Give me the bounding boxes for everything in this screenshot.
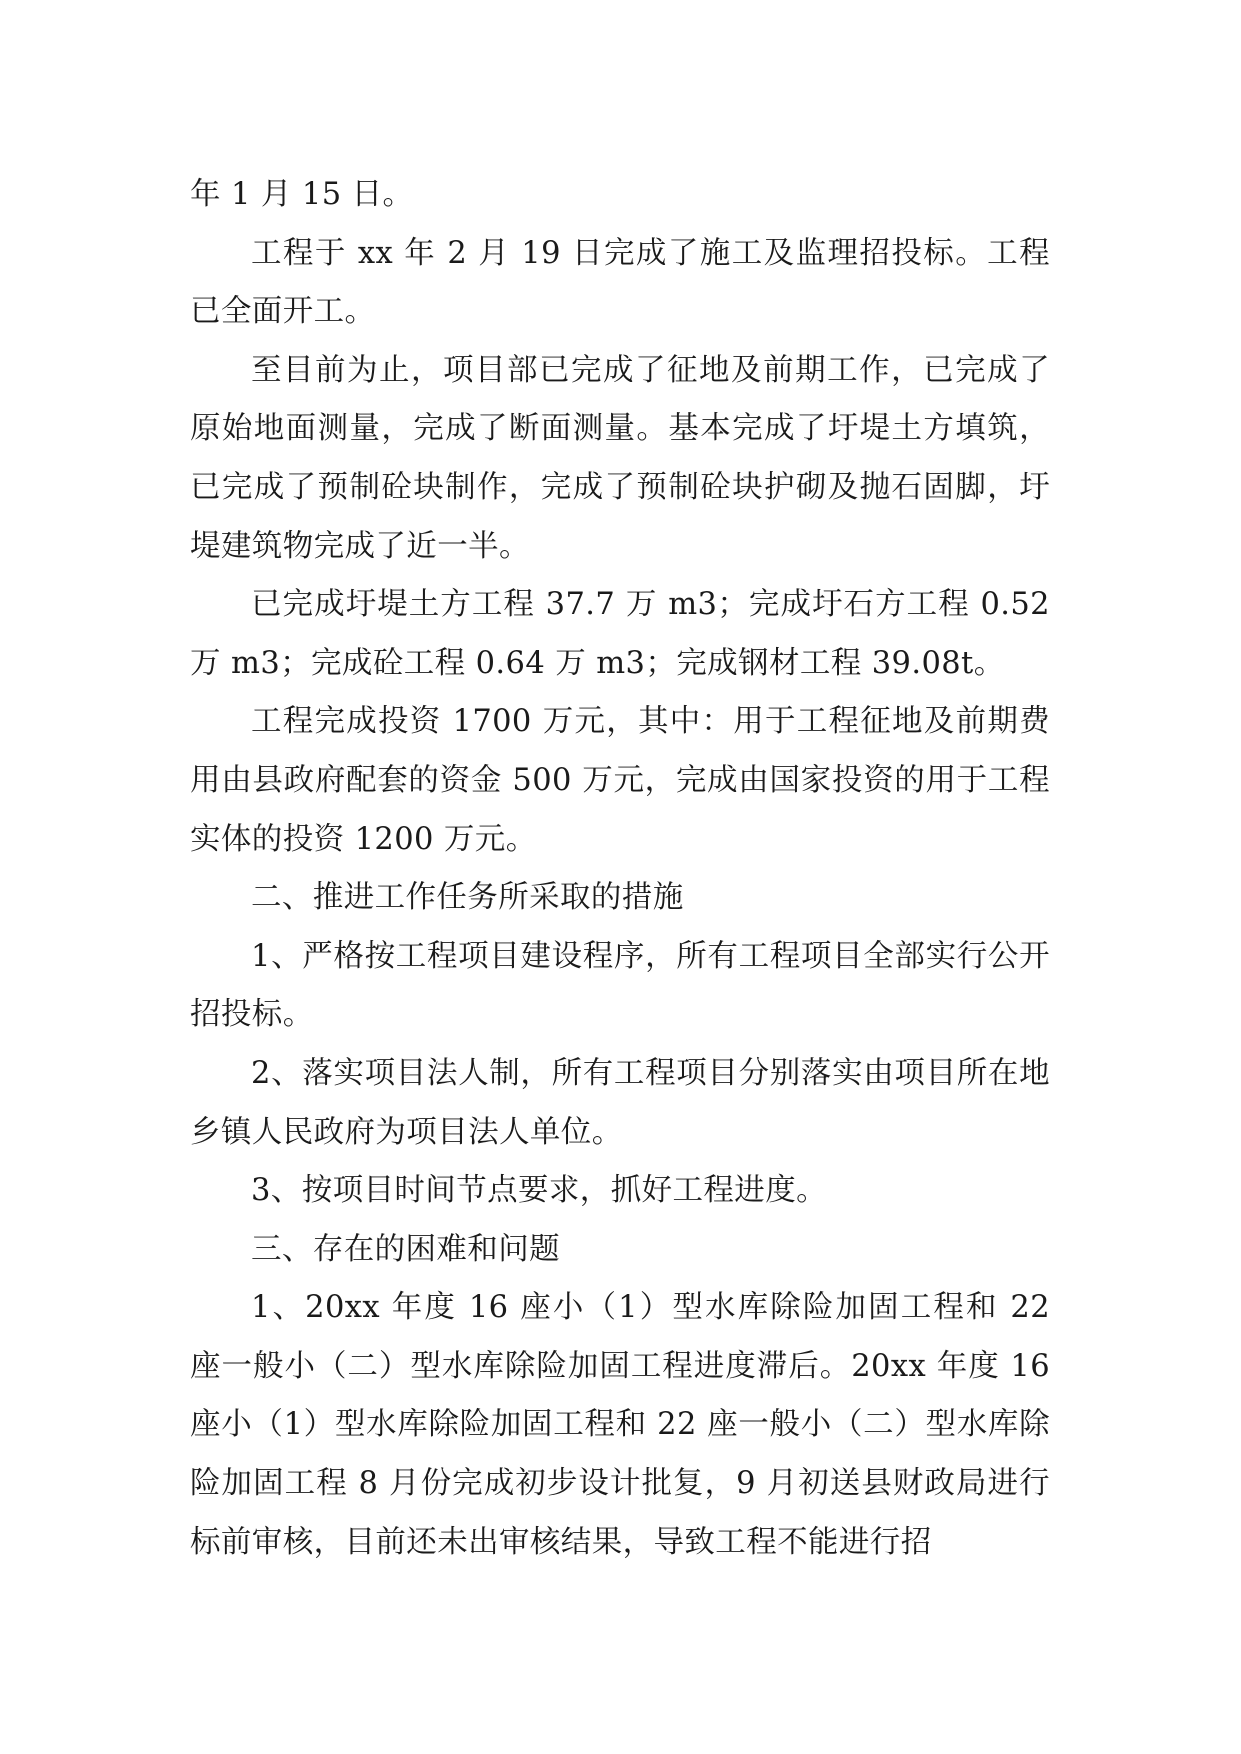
problem-item-1: 1、20xx 年度 16 座小（1）型水库除险加固工程和 22 座一般小（二）型水库除险加固工程进度滞后。20xx 年度 16 座小（1）型水库除险加固工程和 22 座一般小（二）型水库除险加固工程 8 月份完成初步设计批复，9 月初送县财政局进行标前审核，目前还未出审核结果，导致工程不能进行招 xyxy=(190,1290,1050,1560)
paragraph-investment: 工程完成投资 1700 万元，其中：用于工程征地及前期费用由县政府配套的资金 500 万元，完成由国家投资的用于工程实体的投资 1200 万元。 xyxy=(190,704,1050,857)
measure-item-1: 1、严格按工程项目建设程序，所有工程项目全部实行公开招投标。 xyxy=(190,938,1050,1033)
paragraph-bidding: 工程于 xx 年 2 月 19 日完成了施工及监理招投标。工程已全面开工。 xyxy=(190,235,1050,330)
measure-item-2: 2、落实项目法人制，所有工程项目分别落实由项目所在地乡镇人民政府为项目法人单位。 xyxy=(190,1055,1050,1150)
paragraph-progress: 至目前为止，项目部已完成了征地及前期工作，已完成了原始地面测量，完成了断面测量。基本完成了圩堤土方填筑，已完成了预制砼块制作，完成了预制砼块护砌及抛石固脚，圩堤建筑物完成了近一半。 xyxy=(190,352,1050,564)
paragraph-date-continuation: 年 1 月 15 日。 xyxy=(190,177,414,212)
document-body xyxy=(190,166,1050,1572)
section-heading-measures: 二、推进工作任务所采取的措施 xyxy=(251,880,684,916)
paragraph-quantities: 已完成圩堤土方工程 37.7 万 m3；完成圩石方工程 0.52 万 m3；完成砼工程 0.64 万 m3；完成钢材工程 39.08t。 xyxy=(190,587,1050,681)
measure-item-3: 3、按项目时间节点要求，抓好工程进度。 xyxy=(251,1173,828,1209)
section-heading-problems: 三、存在的困难和问题 xyxy=(251,1231,560,1267)
